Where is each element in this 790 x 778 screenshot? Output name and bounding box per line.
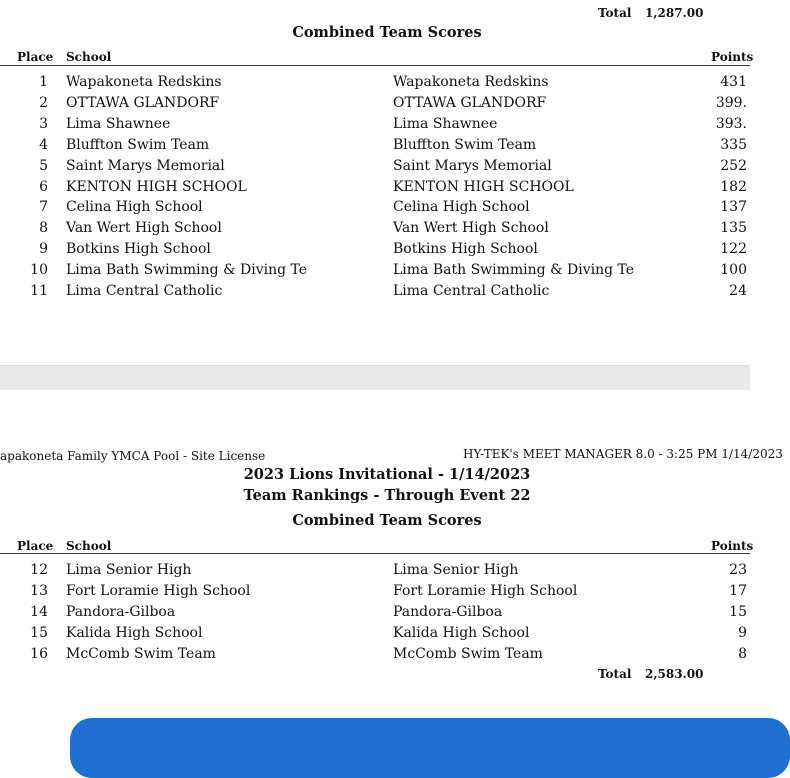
school-cell-repeat: Lima Central Catholic [393,283,550,299]
points-cell: 252 [720,157,747,174]
school-header: School [66,539,112,553]
bottom-action-bar[interactable] [70,718,790,778]
school-cell-repeat: McComb Swim Team [393,645,543,662]
school-cell-repeat: Pandora-Gilboa [393,603,503,620]
points-cell: 15 [729,603,747,620]
points-header: Points [711,50,754,64]
points-cell: 431 [720,74,747,90]
license-text: apakoneta Family YMCA Pool - Site License [0,449,266,463]
school-cell: OTTAWA GLANDORF [66,94,220,111]
place-cell: 11 [30,283,48,299]
place-header: Place [17,50,54,64]
school-cell-repeat: Botkins High School [393,241,538,258]
table-row [0,262,750,282]
table-row [0,137,750,157]
school-cell: Lima Senior High [66,562,192,578]
place-cell: 4 [39,136,48,153]
page-separator [0,365,750,392]
points-cell: 122 [720,241,747,258]
place-cell: 3 [39,115,48,132]
place-cell: 10 [30,262,48,279]
table-row [0,95,750,115]
place-cell: 1 [39,74,48,90]
table-row [0,220,750,240]
table-row [0,199,750,219]
place-cell: 12 [30,562,48,578]
header-divider [0,65,750,66]
table-row [0,583,750,603]
points-cell: 393. [715,115,747,132]
total-value: 2,583.00 [645,667,704,681]
school-cell: Van Wert High School [66,220,222,237]
school-cell: Fort Loramie High School [66,582,251,599]
table-row [0,116,750,136]
table-row [0,625,750,645]
table-row [0,241,750,261]
school-cell-repeat: Celina High School [393,199,530,216]
results-page-bottom [0,390,783,720]
school-cell-repeat: KENTON HIGH SCHOOL [393,178,574,195]
school-cell-repeat: Saint Marys Memorial [393,157,552,174]
place-cell: 9 [39,241,48,258]
school-cell-repeat: Kalida High School [393,624,530,641]
meet-title: 2023 Lions Invitational - 1/14/2023 [243,466,531,483]
school-cell-repeat: Lima Shawnee [393,115,498,132]
table-row [0,604,750,624]
points-cell: 182 [720,178,747,195]
points-cell: 17 [729,582,747,599]
total-label: Total [598,6,632,20]
school-cell: Kalida High School [66,624,203,641]
school-cell: Lima Shawnee [66,115,171,132]
total-label: Total [598,667,632,681]
section-title: Combined Team Scores [292,512,482,529]
place-cell: 8 [39,220,48,237]
school-cell: Wapakoneta Redskins [66,74,222,90]
school-cell: KENTON HIGH SCHOOL [66,178,247,195]
school-cell-repeat: Lima Bath Swimming & Diving Te [393,262,635,279]
school-cell: Celina High School [66,199,203,216]
school-cell-repeat: Wapakoneta Redskins [393,74,549,90]
school-cell: Bluffton Swim Team [66,136,210,153]
table-row [0,179,750,199]
points-cell: 335 [720,136,747,153]
total-value: 1,287.00 [645,6,704,20]
place-cell: 6 [39,178,48,195]
school-cell: Botkins High School [66,241,211,258]
school-cell: McComb Swim Team [66,645,216,662]
points-cell: 9 [738,624,747,641]
place-cell: 2 [39,94,48,111]
table-row [0,646,750,666]
points-cell: 8 [738,645,747,662]
points-cell: 23 [729,562,747,578]
points-cell: 137 [720,199,747,216]
school-cell-repeat: OTTAWA GLANDORF [393,94,547,111]
place-cell: 14 [30,603,48,620]
place-cell: 5 [39,157,48,174]
place-header: Place [17,539,54,553]
school-cell: Lima Central Catholic [66,283,223,299]
points-header: Points [711,539,754,553]
points-cell: 135 [720,220,747,237]
table-row [0,562,750,582]
place-cell: 16 [30,645,48,662]
school-cell-repeat: Bluffton Swim Team [393,136,537,153]
table-row [0,283,750,303]
place-cell: 13 [30,582,48,599]
software-text: HY-TEK's MEET MANAGER 8.0 - 3:25 PM 1/14/2023 [463,447,783,461]
school-cell: Lima Bath Swimming & Diving Te [66,262,308,279]
school-cell: Pandora-Gilboa [66,603,176,620]
header-divider [0,553,750,554]
points-cell: 24 [729,283,747,299]
points-cell: 399. [715,94,747,111]
points-cell: 100 [720,262,747,279]
table-row [0,158,750,178]
school-cell: Saint Marys Memorial [66,157,225,174]
table-row [0,74,750,94]
section-title: Combined Team Scores [292,24,482,41]
place-cell: 7 [39,199,48,216]
school-cell-repeat: Lima Senior High [393,562,519,578]
school-cell-repeat: Van Wert High School [393,220,549,237]
school-cell-repeat: Fort Loramie High School [393,582,578,599]
results-page-top [0,0,754,365]
rankings-title: Team Rankings - Through Event 22 [243,487,531,504]
school-header: School [66,50,112,64]
place-cell: 15 [30,624,48,641]
